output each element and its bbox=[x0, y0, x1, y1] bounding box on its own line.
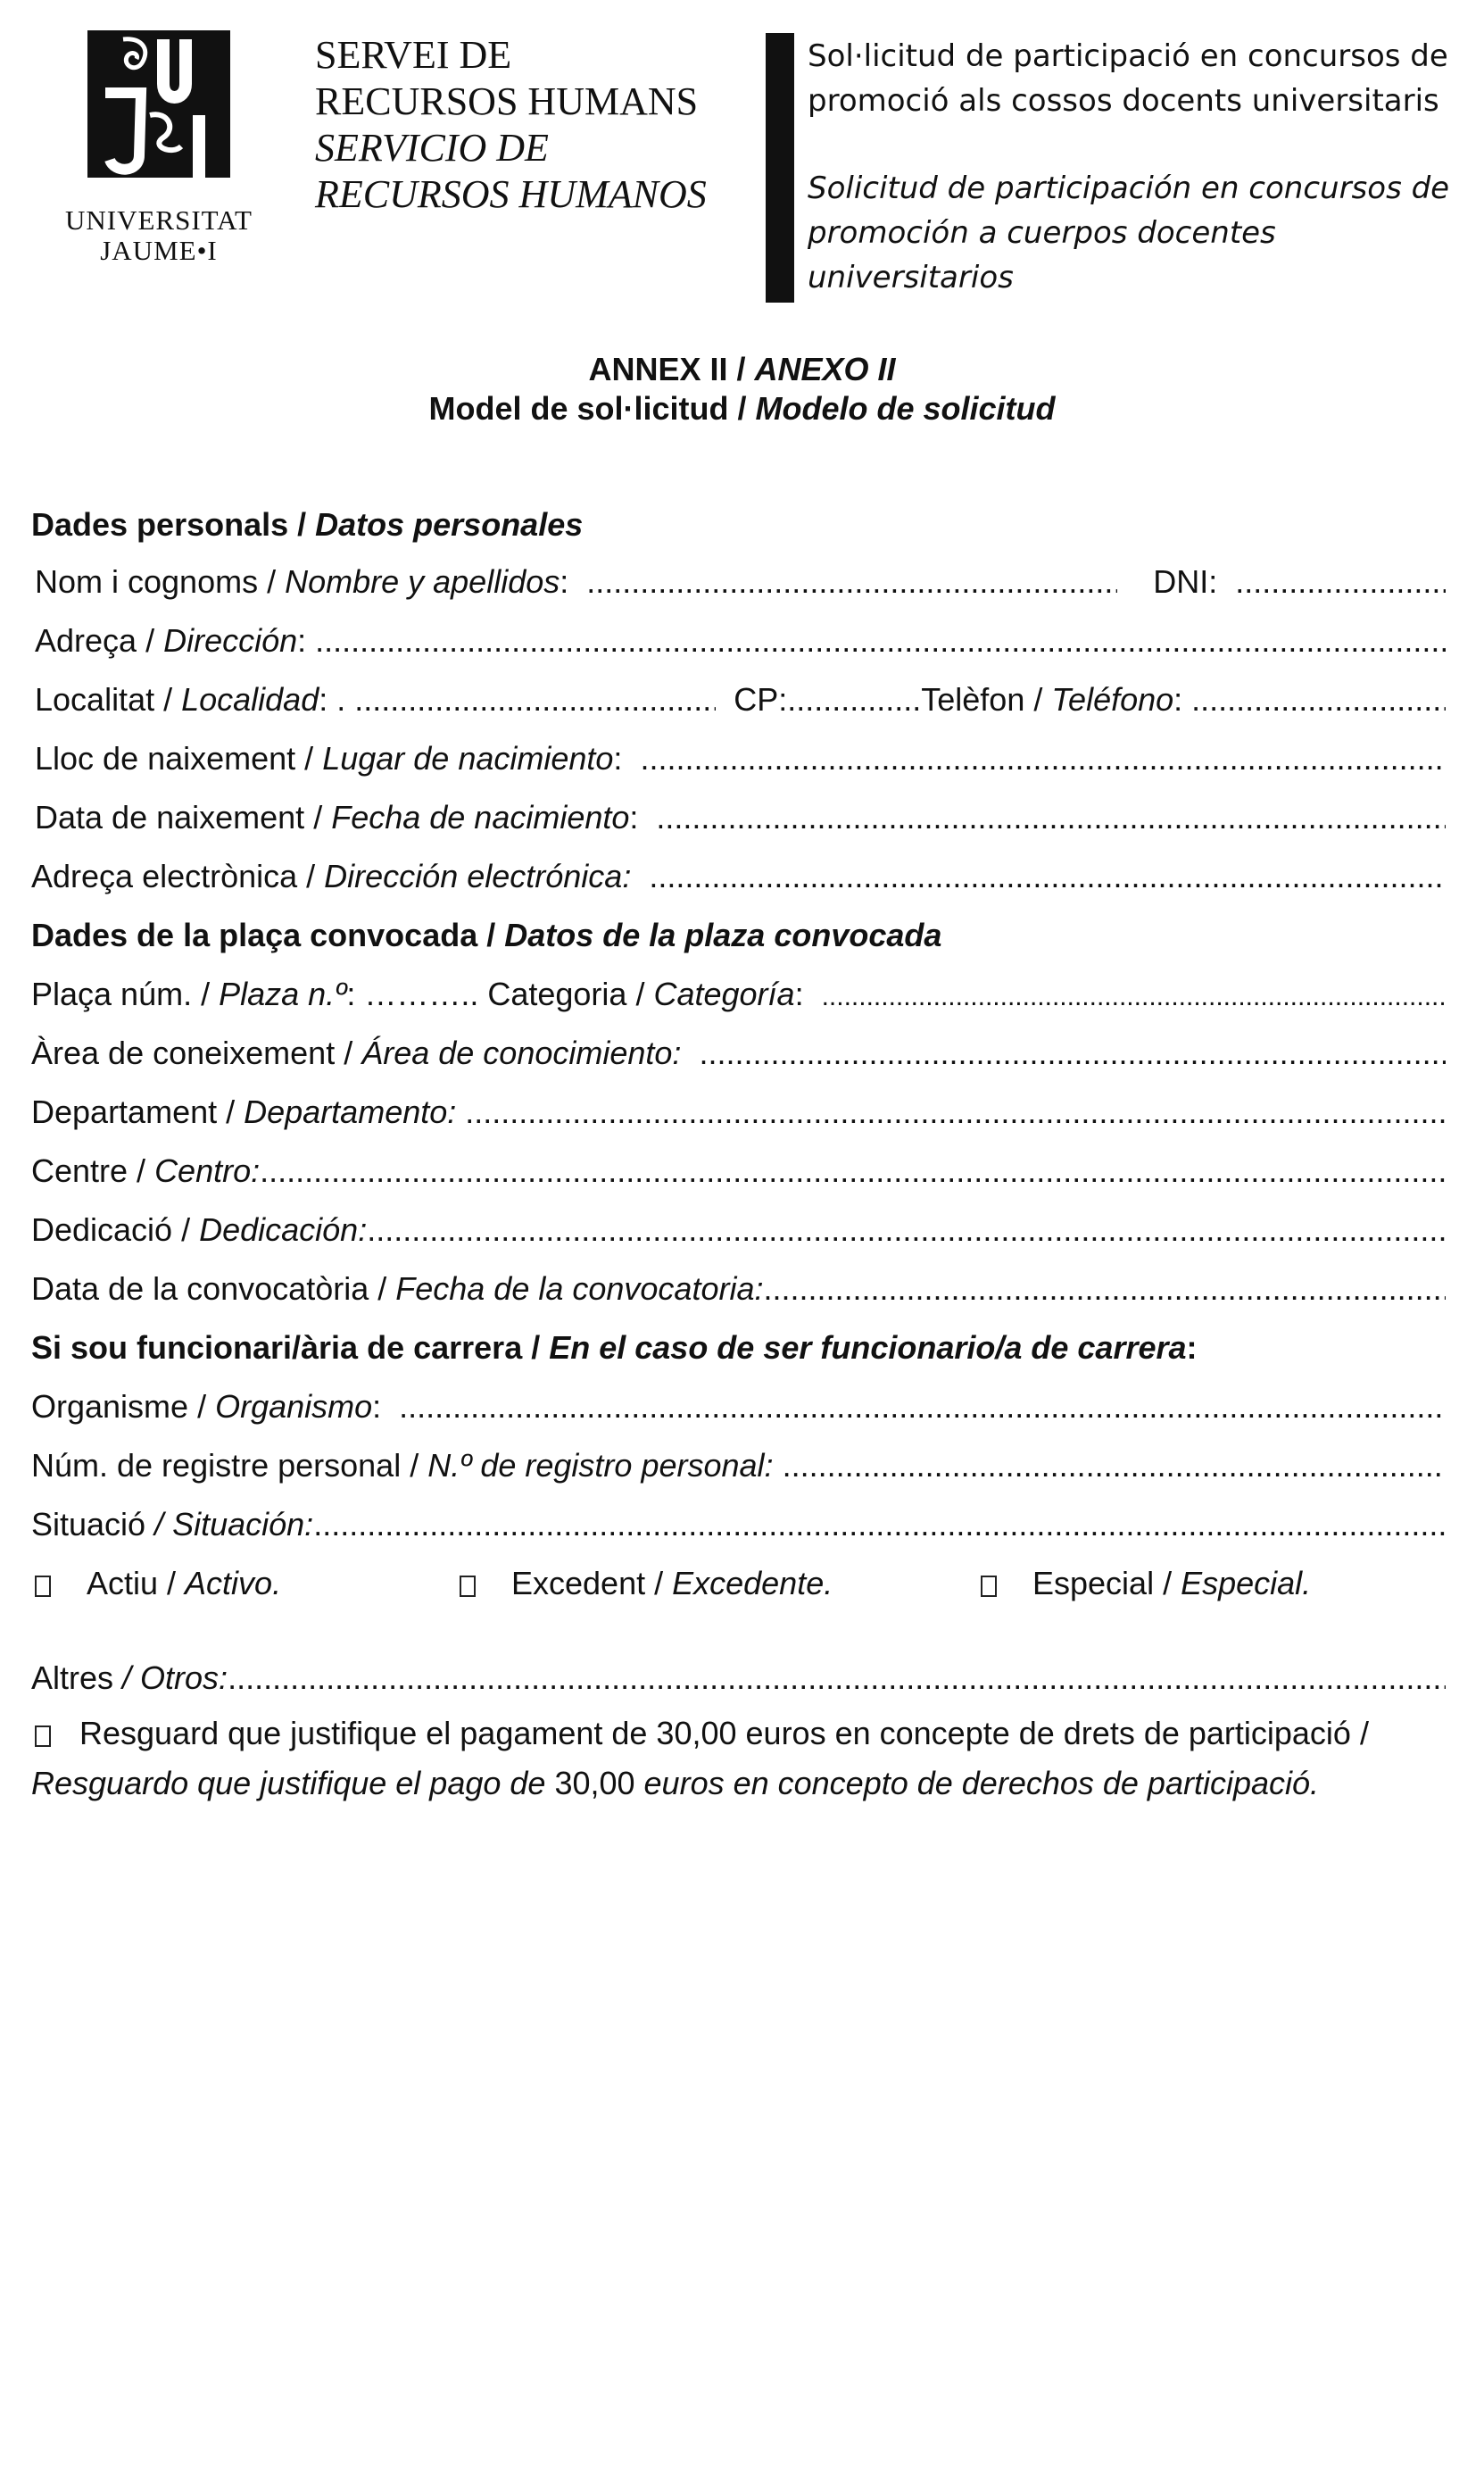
form-title-es-line2: promoción a cuerpos docentes universitarios bbox=[808, 215, 1276, 295]
birthdate-field[interactable]: Data de naixement / Fecha de nacimiento : ..... bbox=[35, 793, 1446, 843]
form-title-es bbox=[808, 166, 1481, 300]
service-ca-line1: SERVEI DE bbox=[315, 33, 512, 77]
centre-label-ca: Centre / bbox=[31, 1152, 155, 1189]
model-title-es: Modelo de solicitud bbox=[755, 390, 1056, 427]
locality-label-ca: Localitat / bbox=[35, 681, 182, 718]
birthdate-label-ca: Data de naixement / bbox=[35, 799, 332, 836]
university-name bbox=[52, 205, 266, 266]
name-label-ca: Nom i cognoms / bbox=[35, 563, 286, 600]
category-label-es: Categoría bbox=[653, 976, 795, 1012]
form-title bbox=[808, 34, 1481, 300]
payment-receipt-item bbox=[31, 1709, 1446, 1809]
birthdate-label-es: Fecha de nacimiento bbox=[331, 799, 630, 836]
active-label-ca: Actiu / bbox=[87, 1565, 186, 1601]
situation-input-line[interactable] bbox=[313, 1500, 1446, 1550]
area-label-es: Área de conocimiento: bbox=[361, 1035, 682, 1071]
email-field[interactable] bbox=[31, 852, 1446, 902]
form-title-ca-line1: Sol·licitud de participació en concursos de bbox=[808, 38, 1448, 74]
annex-title-ca: ANNEX II / bbox=[588, 351, 755, 387]
department-field[interactable] bbox=[31, 1087, 1446, 1137]
category-label-ca: Categoria / bbox=[478, 976, 654, 1012]
name-input-line[interactable] bbox=[586, 557, 1117, 607]
position-heading-es: Datos de la plaza convocada bbox=[504, 917, 942, 953]
receipt-text-es-part1: Resguardo que justifique el pago de bbox=[31, 1765, 555, 1801]
dedication-input-line[interactable] bbox=[367, 1205, 1446, 1255]
department-label-ca: Departament / bbox=[31, 1093, 245, 1130]
position-number-label-es: Plaza n.º bbox=[219, 976, 347, 1012]
organism-input-line[interactable] bbox=[399, 1382, 1446, 1432]
situation-field[interactable] bbox=[31, 1500, 1446, 1550]
position-number-input-line[interactable]: : ……….. bbox=[346, 976, 479, 1012]
call-date-label-ca: Data de la convocatòria / bbox=[31, 1270, 396, 1307]
personal-heading-es: Datos personales bbox=[315, 506, 584, 543]
call-date-field[interactable] bbox=[31, 1264, 1446, 1314]
model-title bbox=[0, 389, 1484, 428]
department-label-es: Departamento: bbox=[244, 1093, 457, 1130]
registry-number-field[interactable] bbox=[31, 1441, 1446, 1491]
name-label-es: Nombre y apellidos bbox=[285, 563, 560, 600]
email-input-line[interactable] bbox=[649, 852, 1446, 902]
model-title-ca: Model de sol·licitud / bbox=[428, 390, 756, 427]
knowledge-area-field[interactable] bbox=[31, 1028, 1446, 1078]
birthplace-field[interactable]: Lloc de naixement / Lugar de nacimiento : ..... bbox=[35, 734, 1446, 784]
others-label-ca: Altres bbox=[31, 1659, 123, 1696]
birthplace-input-line[interactable] bbox=[640, 734, 1446, 784]
email-label-ca: Adreça electrònica / bbox=[31, 858, 325, 894]
civil-servant-heading: Si sou funcionari/ària de carrera / En el caso de ser funcionario/a de carrera : bbox=[31, 1323, 1446, 1373]
centre-field[interactable] bbox=[31, 1146, 1446, 1196]
receipt-text-ca: Resguard que justifique el pagament de 30,00 euros en concepte de drets de participació / bbox=[79, 1715, 1369, 1751]
surplus-label-ca: Excedent / bbox=[511, 1565, 673, 1601]
university-logo bbox=[52, 27, 266, 266]
surplus-label-es: Excedente. bbox=[672, 1565, 833, 1601]
others-input-line[interactable] bbox=[228, 1653, 1446, 1703]
annex-title bbox=[0, 350, 1484, 389]
dedication-field[interactable] bbox=[31, 1205, 1446, 1255]
receipt-text-es-part2: euros en concepto de derechos de participació. bbox=[634, 1765, 1320, 1801]
active-checkbox[interactable] bbox=[35, 1576, 51, 1597]
special-label-ca: Especial / bbox=[1032, 1565, 1181, 1601]
position-heading-ca: Dades de la plaça convocada / bbox=[31, 917, 505, 953]
service-es-line2: RECURSOS HUMANOS bbox=[315, 172, 707, 216]
birthplace-label-ca: Lloc de naixement / bbox=[35, 740, 323, 777]
header-divider-bar bbox=[766, 33, 794, 303]
call-date-input-line[interactable] bbox=[763, 1264, 1446, 1314]
page-header bbox=[0, 0, 1484, 312]
situation-option-surplus[interactable] bbox=[460, 1559, 833, 1609]
situation-option-special[interactable] bbox=[981, 1559, 1311, 1609]
category-input-line[interactable] bbox=[822, 972, 1446, 1022]
civil-servant-heading-ca: Si sou funcionari/ària de carrera / bbox=[31, 1329, 550, 1366]
logo-emblem-icon bbox=[87, 30, 230, 182]
dedication-label-ca: Dedicació / bbox=[31, 1211, 200, 1248]
position-number-field[interactable]: Plaça núm. / Plaza n.º : ……….. Categoria / Categoría : ..... bbox=[31, 969, 1446, 1019]
area-input-line[interactable] bbox=[699, 1028, 1446, 1078]
cp-input-line[interactable] bbox=[787, 675, 921, 725]
registry-label-es: N.º de registro personal: bbox=[427, 1447, 774, 1484]
personal-heading-ca: Dades personals / bbox=[31, 506, 316, 543]
position-data-heading bbox=[31, 911, 1446, 960]
organism-label-ca: Organisme / bbox=[31, 1388, 216, 1425]
registry-label-ca: Núm. de registre personal / bbox=[31, 1447, 428, 1484]
phone-label-es: Teléfono bbox=[1051, 681, 1174, 718]
form-title-ca-line2: promoció als cossos docents universitaris bbox=[808, 83, 1439, 119]
organism-label-es: Organismo bbox=[215, 1388, 373, 1425]
dni-label: DNI: bbox=[1153, 563, 1218, 600]
address-field[interactable]: Adreça / Dirección : ..... bbox=[35, 616, 1446, 666]
birthplace-label-es: Lugar de nacimiento bbox=[322, 740, 614, 777]
receipt-checkbox[interactable] bbox=[35, 1725, 51, 1747]
personal-data-heading bbox=[31, 500, 1446, 550]
department-input-line[interactable] bbox=[465, 1087, 1446, 1137]
annex-heading bbox=[0, 350, 1484, 428]
centre-label-es: Centro: bbox=[154, 1152, 261, 1189]
address-input-line[interactable] bbox=[315, 616, 1446, 666]
situation-options bbox=[31, 1559, 1446, 1609]
locality-field[interactable]: Localitat / Localidad : . ..... CP: ..... Telèfon / Teléfono : ..... bbox=[35, 675, 1446, 725]
dni-input-line[interactable] bbox=[1235, 557, 1446, 607]
registry-input-line[interactable] bbox=[783, 1441, 1446, 1491]
organism-field[interactable]: Organisme / Organismo : ..... bbox=[31, 1382, 1446, 1432]
call-date-label-es: Fecha de la convocatoria: bbox=[395, 1270, 764, 1307]
centre-input-line[interactable] bbox=[260, 1146, 1446, 1196]
service-es-line1: SERVICIO DE bbox=[315, 126, 549, 170]
university-name-line1: UNIVERSITAT bbox=[64, 204, 253, 236]
cp-label: CP: bbox=[734, 681, 788, 718]
others-label-es: / Otros: bbox=[122, 1659, 228, 1696]
university-name-line2: JAUME•I bbox=[100, 235, 218, 266]
address-label-ca: Adreça / bbox=[35, 622, 164, 659]
civil-servant-heading-es: En el caso de ser funcionario/a de carrera bbox=[549, 1329, 1187, 1366]
form-title-es-line1: Solicitud de participación en concursos de bbox=[808, 170, 1450, 206]
special-checkbox[interactable] bbox=[981, 1576, 997, 1597]
others-field[interactable] bbox=[31, 1653, 1446, 1703]
dedication-label-es: Dedicación: bbox=[199, 1211, 368, 1248]
area-label-ca: Àrea de coneixement / bbox=[31, 1035, 362, 1071]
situation-label-es: / Situación: bbox=[154, 1506, 314, 1543]
receipt-amount: 30,00 bbox=[554, 1765, 635, 1801]
locality-input-line[interactable] bbox=[354, 675, 716, 725]
address-label-es: Dirección bbox=[163, 622, 298, 659]
position-number-label-ca: Plaça núm. / bbox=[31, 976, 220, 1012]
special-label-es: Especial. bbox=[1181, 1565, 1312, 1601]
surplus-checkbox[interactable] bbox=[460, 1576, 476, 1597]
situation-label-ca: Situació bbox=[31, 1506, 155, 1543]
locality-label-es: Localidad bbox=[181, 681, 319, 718]
birthdate-input-line[interactable] bbox=[656, 793, 1446, 843]
situation-option-active[interactable] bbox=[35, 1559, 281, 1609]
email-label-es: Dirección electrónica: bbox=[324, 858, 632, 894]
active-label-es: Activo. bbox=[185, 1565, 282, 1601]
phone-label-ca: Telèfon / bbox=[921, 681, 1052, 718]
annex-title-es: ANEXO II bbox=[754, 351, 896, 387]
phone-input-line[interactable] bbox=[1191, 675, 1446, 725]
service-title bbox=[315, 32, 707, 218]
service-ca-line2: RECURSOS HUMANS bbox=[315, 79, 699, 123]
name-field[interactable]: Nom i cognoms / Nombre y apellidos : ..... DNI: ..... bbox=[35, 557, 1446, 607]
